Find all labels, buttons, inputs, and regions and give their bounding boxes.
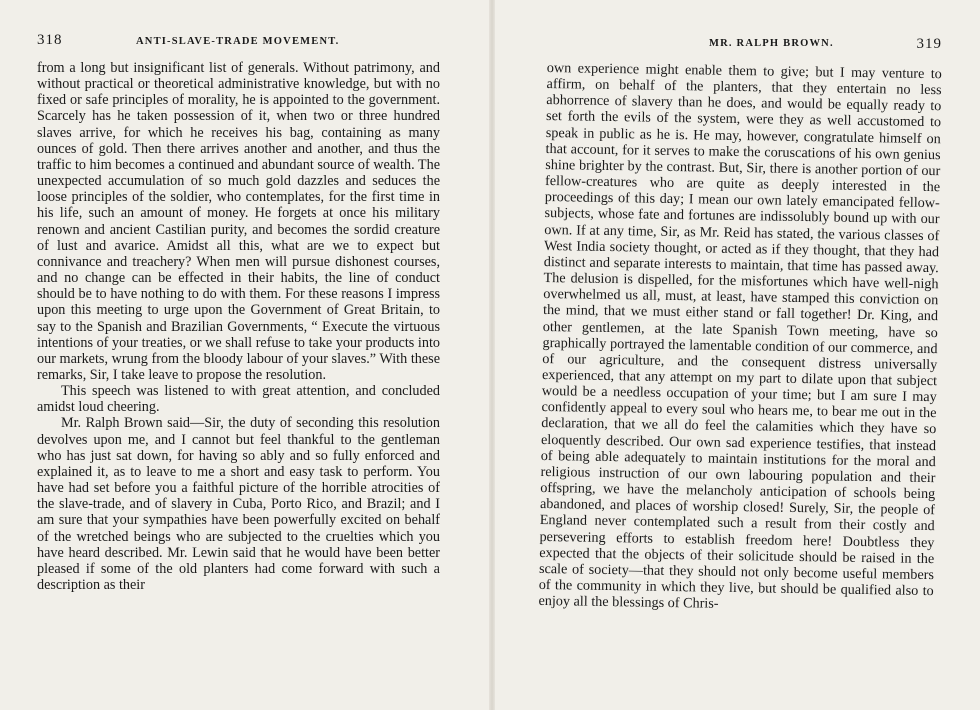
left-page-number: 318 xyxy=(37,32,63,48)
right-page-number: 319 xyxy=(916,36,942,52)
right-running-title: MR. RALPH BROWN. xyxy=(709,38,834,49)
left-text-block xyxy=(37,60,440,593)
left-running-head xyxy=(0,34,490,54)
left-paragraph-3: Mr. Ralph Brown said—Sir, the duty of seconding this resolution devolves upon me, and I cannot but feel thankful to the gentleman who has just sat down, for having so ably and so fully enforced and explained it, as to leave to me a short and easy task to perform. You have had set before you a faithful picture of the horrible atrocities of the slave-trade, and of slavery in Cuba, Porto Rico, and Brazil; and I am sure that your sympathies have been powerfully excited on behalf of the wretched beings who are subjected to the cruelties which you have heard described. Mr. Lewin said that he would have been better pleased if some of the old planters had come forward with such a description as their xyxy=(37,415,440,593)
left-paragraph-1: from a long but insignificant list of generals. Without patrimony, and without practical or theoretical administrative knowledge, but with no fixed or safe principles of morality, he is appointed to the government. Scarcely has he taken possession of it, when two or three hundred slaves arrive, for which he receives his bag, containing as many ounces of gold. Then there arrives another and another, and thus the traffic to him becomes a continued and abundant source of wealth. The unexpected accumulation of so much gold dazzles and seduces the loose principles of the soldier, who contemplates, for the first time in his life, such an amount of money. He forgets at once his military renown and ancient Castilian purity, and becomes the sordid creature of lust and avarice. Amidst all this, what are we to expect but connivance and treachery? When men will pursue dishonest courses, and no change can be effected in their habits, the line of conduct should be to have nothing to do with them. For these reasons I impress upon this meeting to urge upon the Government of Great Britain, to say to the Spanish and Brazilian Governments, “ Execute the virtuous intentions of your treaties, or we shall refuse to take your products into our markets, wrung from the bloody labour of your slaves.” With these remarks, Sir, I take leave to propose the resolution. xyxy=(37,60,440,383)
left-paragraph-2: This speech was listened to with great attention, and concluded amidst loud cheering. xyxy=(37,383,440,416)
right-text-block xyxy=(538,60,942,615)
left-running-title: ANTI-SLAVE-TRADE MOVEMENT. xyxy=(136,36,340,47)
right-running-head xyxy=(495,34,980,54)
right-page xyxy=(495,0,980,710)
right-paragraph-1: own experience might enable them to give; but I may venture to affirm, on behalf of the planters, that they entertain no less abhorrence of slavery than he does, and would be equally ready to set forth the evils of the system, were they as well accustomed to speak in public as he is. He may, however, congratulate himself on that account, for it serves to make the coruscations of his own genius shine brighter by the contrast. But, Sir, there is another portion of our fellow-creatures who are quite as deeply interested in the proceedings of this day; I mean our own lately emancipated fellow-subjects, whose fate and fortunes are indissolubly bound up with our own. If at any time, Sir, as Mr. Reid has stated, the various classes of West India society thought, or acted as if they thought, that they had distinct and separate interests to maintain, that time has passed away. The delusion is dispelled, for the misfortunes which have well-nigh overwhelmed us all, must, at least, have stamped this conviction on the mind, that we must either stand or fall together! Dr. King, and other gentlemen, at the late Spanish Town meeting, have so graphically portrayed the lamentable condition of our commerce, and of our agriculture, and the consequent distress universally experienced, that any attempt on my part to dilate upon that subject would be a needless occupation of your time; but I am sure I may confidently appeal to every soul who hears me, to bear me out in the declaration, that we all do feel the calamities which they have so eloquently described. Our own sad experience testifies, that instead of being able adequately to maintain institutions for the moral and religious instruction of our own labouring population and their offspring, we have the melancholy anticipation of schools being abandoned, and places of worship closed! Surely, Sir, the people of England never contemplated such a result from their costly and persevering efforts to establish freedom here! Doubtless they expected that the objects of their solicitude should be raised in the scale of society—that they should not only become useful members of the community in which they live, but should be qualified also to enjoy all the blessings of Chris- xyxy=(538,60,942,612)
